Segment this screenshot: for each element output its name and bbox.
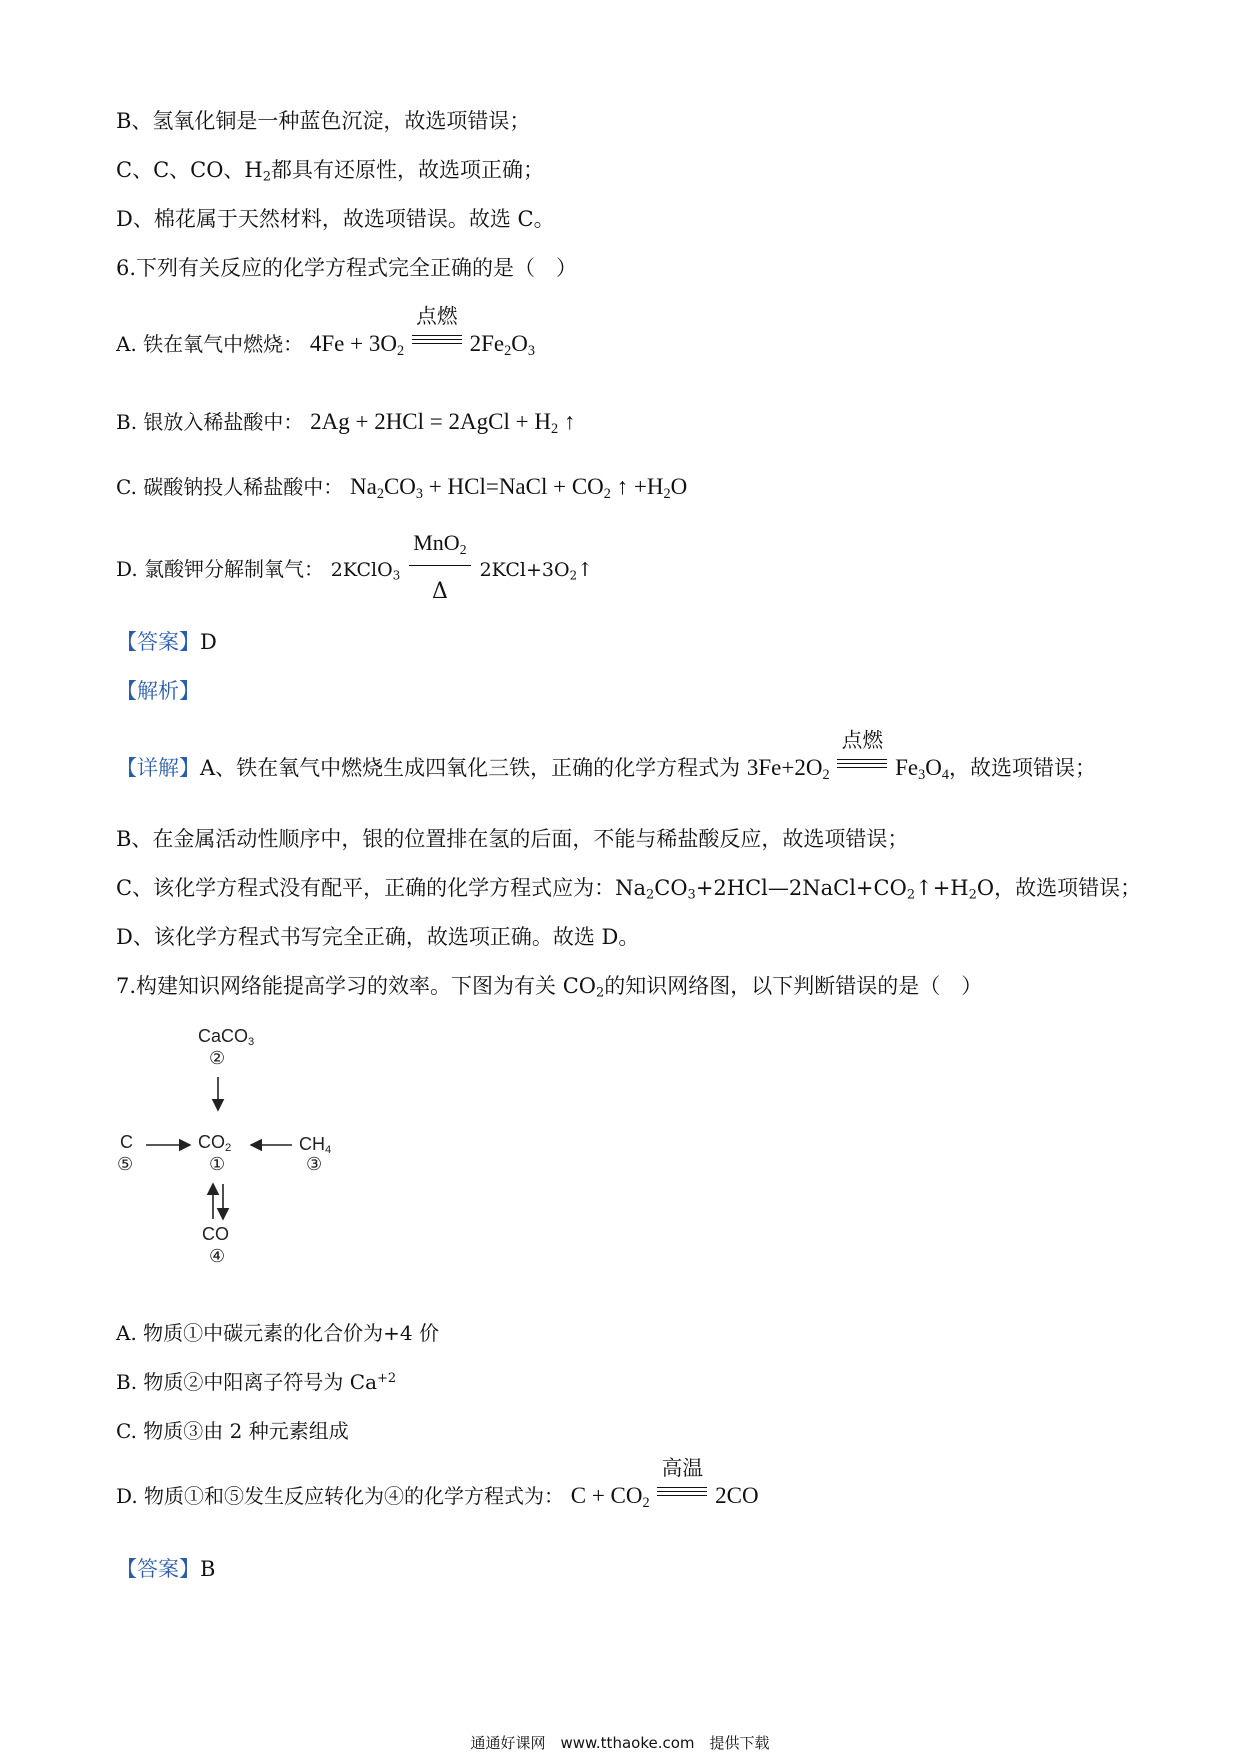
node-c: C xyxy=(120,1132,133,1152)
q6-option-d: D. 氯酸钾分解制氧气： 2KClO$_3$ MnO$_2$ Δ $2KCl+3O_2↑$ xyxy=(116,529,593,604)
q7-answer: 【答案】B xyxy=(116,1557,216,1581)
node-1-number: ① xyxy=(209,1154,226,1174)
question-6-stem: 6.下列有关反应的化学方程式完全正确的是（ ） xyxy=(116,256,578,280)
q6-analysis-tag: 【解析】 xyxy=(116,679,200,703)
q6-detail-a: 【详解】A、铁在氧气中燃烧生成四氧化三铁，正确的化学方程式为 $3Fe+2O_2$ 点燃 $Fe_3O_4$，故选项错误； xyxy=(116,728,1096,783)
q6-option-c: C. 碳酸钠投人稀盐酸中： $Na_2CO_3$ + HCl=NaCl + $CO_2$ ↑ $+H_2O$ xyxy=(116,474,688,502)
question-7-stem: 7.构建知识网络能提高学习的效率。下图为有关 $CO_2$的知识网络图，以下判断错误的是（ ） xyxy=(116,974,983,1001)
node-3-number: ③ xyxy=(306,1154,323,1174)
q6-option-b: B. 银放入稀盐酸中： 2Ag + 2HCl = 2AgCl + $H_2$ ↑ xyxy=(116,409,576,437)
node-caco3: CaCO$_3$ xyxy=(198,1026,255,1049)
node-co: CO xyxy=(202,1224,229,1244)
co2-knowledge-network-diagram xyxy=(110,1024,350,1284)
node-co2: $CO_2$ xyxy=(198,1132,232,1155)
q7-option-b: B. 物质②中阳离子符号为 $Ca^{+2}$ xyxy=(116,1370,397,1394)
reaction-condition-arrow: 点燃 xyxy=(835,752,889,775)
q7-option-c: C. 物质③由 2 种元素组成 xyxy=(116,1419,349,1443)
node-5-number: ⑤ xyxy=(117,1154,134,1174)
page-footer: 通通好课网 www.tthaoke.com 提供下载 xyxy=(470,1734,770,1752)
q7-option-d: D. 物质①和⑤发生反应转化为④的化学方程式为： $C + CO_2$ 高温 2CO xyxy=(116,1456,759,1511)
text-line-d: D、棉花属于天然材料，故选项错误。故选 C。 xyxy=(116,207,555,231)
node-4-number: ④ xyxy=(209,1246,226,1266)
q6-answer: 【答案】D xyxy=(116,630,217,654)
q6-detail-b: B、在金属活动性顺序中，银的位置排在氢的后面，不能与稀盐酸反应，故选项错误； xyxy=(116,827,909,851)
reaction-condition-arrow: 高温 xyxy=(655,1480,709,1503)
node-2-number: ② xyxy=(209,1048,226,1068)
q6-detail-d: D、该化学方程式书写完全正确，故选项正确。故选 D。 xyxy=(116,925,640,949)
text-line-b: B、氢氧化铜是一种蓝色沉淀，故选项错误； xyxy=(116,109,531,133)
node-ch4: $CH_4$ xyxy=(299,1134,332,1157)
reaction-condition-arrow: 点燃 xyxy=(410,328,464,351)
text-line-c: C、C、CO、$H_2$都具有还原性，故选项正确； xyxy=(116,158,545,185)
q6-option-a: A. 铁在氧气中燃烧： $4Fe + 3O_2$ 点燃 $2Fe_2O_3$ xyxy=(116,304,535,359)
q6-detail-c: C、该化学方程式没有配平，正确的化学方程式应为：$Na_2CO_3+2HCl—2NaCl+CO_2↑+H_2O$，故选项错误； xyxy=(116,876,1142,903)
q7-option-a: A. 物质①中碳元素的化合价为+4 价 xyxy=(116,1321,439,1345)
